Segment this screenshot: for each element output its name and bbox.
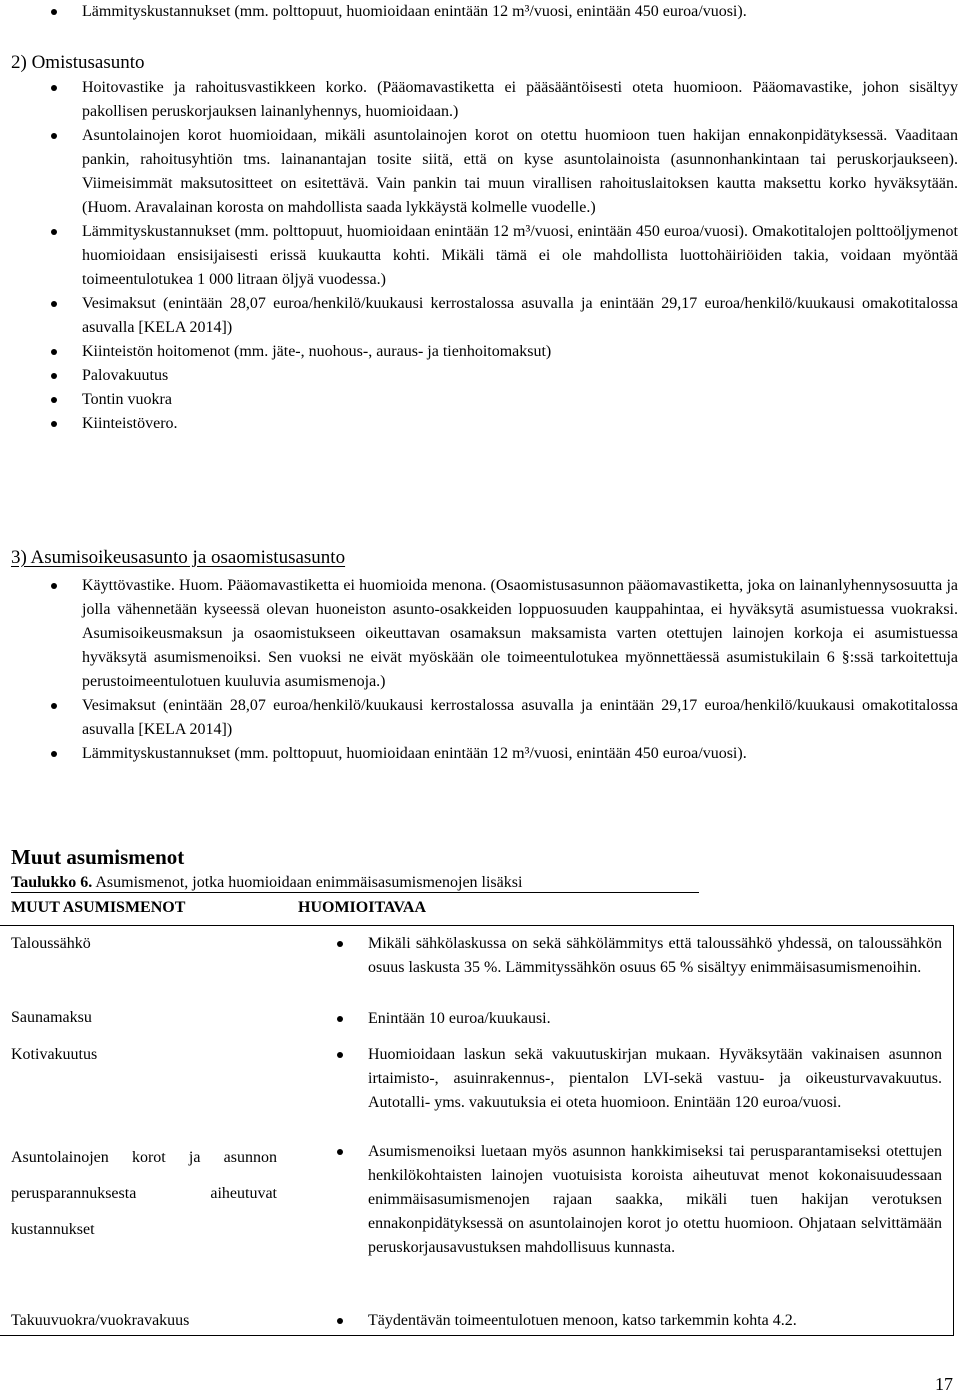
table-caption-text: Asumismenot, jotka huomioidaan enimmäisasumismenojen lisäksi [92,874,523,891]
caption-rule [11,892,699,893]
list-item: Asuntolainojen korot huomioidaan, mikäli asuntolainojen korot on otettu huomioon tuen hakijan ennakonpidätyksessä. Vaaditaan pankin, rahoitusyhtiön tms. lainanantajan tosite siitä, että on kyse asuntolainoista (asunnonhankintaan tai peruskorjaukseen). Viimeisimmät maksutositteet on esitettävä. Vain pankin tai muun virallisen rahoituslaitoksen kautta maksettu korko hyväksytään. (Huom. Aravalainan korosta on mahdollista saada lykkäystä kolmelle vuodelle.) [82,124,958,220]
list-item: Kiinteistön hoitomenot (mm. jäte-, nuohous-, auraus- ja tienhoitomaksut) [82,340,958,364]
row-note-loan-interest [368,1140,942,1260]
list-item: Täydentävän toimeentulotuen menoon, katso tarkemmin kohta 4.2. [368,1309,942,1333]
list-item: Vesimaksut (enintään 28,07 euroa/henkilö/kuukausi kerrostalossa asuvalla ja enintään 29,17 euroa/henkilö/kuukausi omakotitalossa asuvalla [KELA 2014]) [82,292,958,340]
section-3-list [82,574,958,766]
list-item: Lämmityskustannukset (mm. polttopuut, huomioidaan enintään 12 m³/vuosi, enintään 450 euroa/vuosi). Omakotitalojen polttoöljymenot huomioidaan ensisijaisesti erissä kuukautta kohti. Mikäli tämä ei ole mahdollista luottohäiriöiden takia, voidaan myöntää toimeentulotukea 1 000 litraan öljyä vuodessa.) [82,220,958,292]
heating-costs-list-top [82,0,958,24]
row-note-electricity [368,932,942,980]
column-header-costs: MUUT ASUMISMENOT [11,899,186,916]
row-label-loan-interest: Asuntolainojen korot ja asunnon perusparannuksesta aiheutuvat kustannukset [11,1149,277,1238]
list-item: Lämmityskustannukset (mm. polttopuut, huomioidaan enintään 12 m³/vuosi, enintään 450 euroa/vuosi). [82,0,958,24]
list-item: Kiinteistövero. [82,412,958,436]
table-caption [11,872,522,894]
section-2-list [82,76,958,436]
list-item: Huomioidaan laskun sekä vakuutuskirjan mukaan. Hyväksytään vakinaisen asunnon irtaimisto-, asuinrakennus-, pientalon LVI-sekä vastuu- ja oikeusturvavakuutus. Autotalli- yms. vakuutuksia ei oteta huomioon. Enintään 120 euroa/vuosi. [368,1043,942,1115]
list-item: Hoitovastike ja rahoitusvastikkeen korko. (Pääomavastiketta ei pääsääntöisesti oteta huomioon. Pääomavastike, johon sisältyy pakollisen peruskorjauksen lainanlyhennys, huomioidaan.) [82,76,958,124]
section-2-heading: 2) Omistusasunto [11,52,145,73]
page-number: 17 [935,1374,953,1394]
row-note-home-insurance [368,1043,942,1115]
row-note-sauna [368,1007,942,1031]
list-item: Enintään 10 euroa/kuukausi. [368,1007,942,1031]
section-3-heading: 3) Asumisoikeusasunto ja osaomistusasunto [11,547,346,568]
list-item: Asumismenoiksi luetaan myös asunnon hankkimiseksi tai perusparantamiseksi otettujen henkilökohtaisten lainojen vuotuisista koroista aiheutuvat menot kokonaisuudessaan enimmäisasumismenojen rajaan saakka, mikäli tuen hakijan verotuksen ennakonpidätyksessä on asuntolainojen korot jo otettu huomioon. Ohjataan selvittämään peruskorjausavustuksen mahdollisuus kunnasta. [368,1140,942,1260]
row-note-rent-deposit [368,1309,942,1333]
table-frame [0,925,954,1336]
list-item: Käyttövastike. Huom. Pääomavastiketta ei huomioida menona. (Osaomistusasunnon pääomavastiketta, joka on lainanlyhennysosuutta ja jolla vähennetään kyseessä olevan huoneiston asunto-osakkeiden loppuosuuden kauppahintaa, ei hyväksytä asumistuessa vuokraksi. Asumisoikeusmaksun ja osaomistukseen oikeuttavan osamaksun maksamista varten otettujen lainojen korkoja ei asumistuessa hyväksytä asumismenoiksi. Sen vuoksi ne eivät myöskään ole toimeentulotukea myönnettäessä asumistukilain 6 §:ssä tarkoitettuja perustoimeentulotuen kuuluvia asumismenoja.) [82,574,958,694]
row-label-rent-deposit: Takuuvuokra/vuokravakuus [11,1312,190,1329]
other-housing-costs-heading: Muut asumismenot [11,845,185,869]
column-header-notes: HUOMIOITAVAA [298,899,427,916]
list-item: Lämmityskustannukset (mm. polttopuut, huomioidaan enintään 12 m³/vuosi, enintään 450 euroa/vuosi). [82,742,958,766]
list-item: Tontin vuokra [82,388,958,412]
list-item: Mikäli sähkölaskussa on sekä sähkölämmitys että taloussähkö yhdessä, on taloussähkön osuus laskusta 35 %. Lämmityssähkön osuus 65 % sisältyy enimmäisasumismenoihin. [368,932,942,980]
list-item: Vesimaksut (enintään 28,07 euroa/henkilö/kuukausi kerrostalossa asuvalla ja enintään 29,17 euroa/henkilö/kuukausi omakotitalossa asuvalla [KELA 2014]) [82,694,958,742]
list-item: Palovakuutus [82,364,958,388]
row-label-electricity: Taloussähkö [11,935,91,952]
row-label-sauna: Saunamaksu [11,1009,92,1026]
row-label-home-insurance: Kotivakuutus [11,1046,98,1063]
table-caption-label: Taulukko 6. [11,874,93,891]
